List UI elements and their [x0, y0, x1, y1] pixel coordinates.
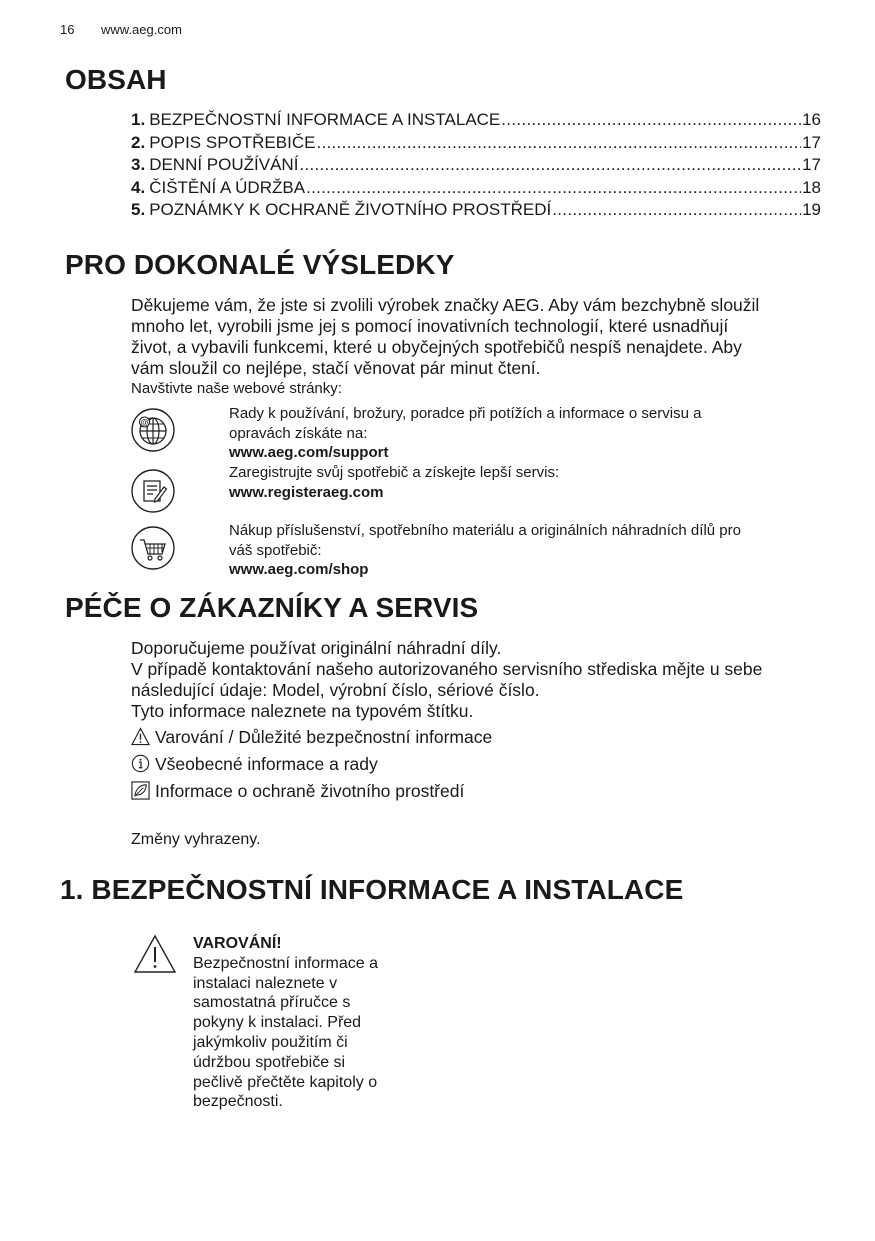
- results-intro-line: vám sloužil co nejlépe, stačí věnovat pár minut čtení.: [131, 358, 541, 378]
- toc-entry-number: 1.: [131, 110, 146, 129]
- warning-text-line: Bezpečnostní informace a: [193, 954, 378, 972]
- warning-text-line: jakýmkoliv použitím či: [193, 1033, 348, 1051]
- warning-icon: [133, 934, 177, 974]
- warning-text-line: samostatná příručce s: [193, 994, 351, 1012]
- toc-entry[interactable]: [131, 110, 821, 133]
- warning-text-line: instalaci naleznete v: [193, 974, 338, 992]
- support-text-line: Rady k používání, brožury, poradce při potížích a informace o servisu a: [229, 405, 702, 422]
- svg-text:@: @: [140, 418, 149, 427]
- legend-item: [131, 727, 831, 754]
- care-text-line: Doporučujeme používat originální náhradní díly.: [131, 638, 502, 658]
- safety-warning-block: [193, 934, 423, 1112]
- results-title: PRO DOKONALÉ VÝSLEDKY: [65, 249, 455, 280]
- register-icon: [131, 469, 175, 513]
- toc-entry[interactable]: [131, 178, 821, 201]
- warning-heading: VAROVÁNÍ!: [193, 935, 282, 952]
- support-link[interactable]: www.aeg.com/support: [229, 444, 389, 461]
- toc-leader-dots: [299, 155, 801, 175]
- page-number: 16: [60, 22, 75, 37]
- warning-text-line: pečlivě přečtěte kapitoly o: [193, 1073, 378, 1091]
- table-of-contents: [131, 110, 821, 223]
- toc-leader-dots: [316, 133, 801, 153]
- visit-website-text: Navštivte naše webové stránky:: [131, 380, 342, 397]
- toc-leader-dots: [306, 178, 801, 198]
- results-intro-line: Děkujeme vám, že jste si zvolili výrobek značky AEG. Aby vám bezchybně sloužil: [131, 295, 760, 315]
- toc-entry-label: POZNÁMKY K OCHRANĚ ŽIVOTNÍHO PROSTŘEDÍ: [149, 200, 552, 219]
- register-text-line: Zaregistrujte svůj spotřebič a získejte lepší servis:: [229, 464, 560, 481]
- header-url: www.aeg.com: [101, 22, 182, 37]
- support-text-line: opravách získáte na:: [229, 424, 368, 442]
- info-icon: [131, 754, 150, 773]
- results-intro: [131, 295, 831, 379]
- environment-leaf-icon: [131, 781, 150, 800]
- shopping-cart-icon: [131, 526, 175, 570]
- shop-text-line: váš spotřebič:: [229, 541, 322, 559]
- care-text-line: následující údaje: Model, výrobní číslo, sériové číslo.: [131, 680, 540, 700]
- toc-entry-number: 2.: [131, 132, 146, 152]
- legend-warning-text: Varování / Důležité bezpečnostní informace: [155, 727, 493, 747]
- toc-entry-page: 18: [802, 177, 821, 197]
- toc-entry[interactable]: [131, 133, 821, 156]
- toc-entry[interactable]: [131, 155, 821, 178]
- toc-title: OBSAH: [65, 64, 167, 95]
- toc-entry-number: 3.: [131, 155, 146, 174]
- globe-icon: [131, 408, 175, 452]
- care-text-line: Tyto informace naleznete na typovém štítku.: [131, 701, 474, 721]
- toc-leader-dots: [552, 200, 801, 220]
- toc-entry[interactable]: [131, 200, 821, 223]
- legend-list: [131, 727, 831, 808]
- register-block: [229, 463, 829, 502]
- legend-info-text: Všeobecné informace a rady: [155, 754, 378, 774]
- changes-note: Změny vyhrazeny.: [131, 831, 261, 848]
- toc-entry-number: 5.: [131, 200, 146, 219]
- toc-entry-label: POPIS SPOTŘEBIČE: [149, 132, 316, 152]
- care-title: PÉČE O ZÁKAZNÍKY A SERVIS: [65, 592, 479, 623]
- toc-entry-number: 4.: [131, 177, 146, 197]
- toc-entry-label: BEZPEČNOSTNÍ INFORMACE A INSTALACE: [149, 110, 501, 129]
- legend-item: [131, 781, 831, 808]
- results-intro-line: mnoho let, vyrobili jsme jej s pomocí inovativních technologií, které usnadňují: [131, 316, 729, 336]
- support-block: [229, 404, 829, 463]
- toc-entry-page: 19: [802, 200, 821, 219]
- care-text: [131, 638, 831, 722]
- toc-entry-page: 16: [802, 110, 821, 129]
- toc-entry-page: 17: [802, 132, 821, 152]
- toc-entry-label: DENNÍ POUŽÍVÁNÍ: [149, 155, 299, 174]
- warning-text-line: bezpečnosti.: [193, 1093, 283, 1111]
- toc-entry-page: 17: [802, 155, 821, 174]
- shop-link[interactable]: www.aeg.com/shop: [229, 561, 369, 578]
- warning-icon: [131, 727, 150, 746]
- register-link[interactable]: www.registeraeg.com: [229, 483, 384, 501]
- care-text-line: V případě kontaktování našeho autorizovaného servisního střediska mějte u sebe: [131, 659, 763, 679]
- legend-environment-text: Informace o ochraně životního prostředí: [155, 781, 465, 801]
- legend-item: [131, 754, 831, 781]
- shop-text-line: Nákup příslušenství, spotřebního materiálu a originálních náhradních dílů pro: [229, 522, 741, 539]
- warning-text-line: pokyny k instalaci. Před: [193, 1014, 362, 1032]
- warning-text-line: údržbou spotřebiče si: [193, 1053, 346, 1071]
- toc-leader-dots: [501, 110, 801, 130]
- results-intro-line: život, a vybavili funkcemi, které u obyčejných spotřebičů nespíš nenajdete. Aby: [131, 337, 742, 357]
- shop-block: [229, 521, 829, 580]
- safety-title: 1. BEZPEČNOSTNÍ INFORMACE A INSTALACE: [60, 874, 684, 905]
- toc-entry-label: ČIŠTĚNÍ A ÚDRŽBA: [149, 177, 306, 197]
